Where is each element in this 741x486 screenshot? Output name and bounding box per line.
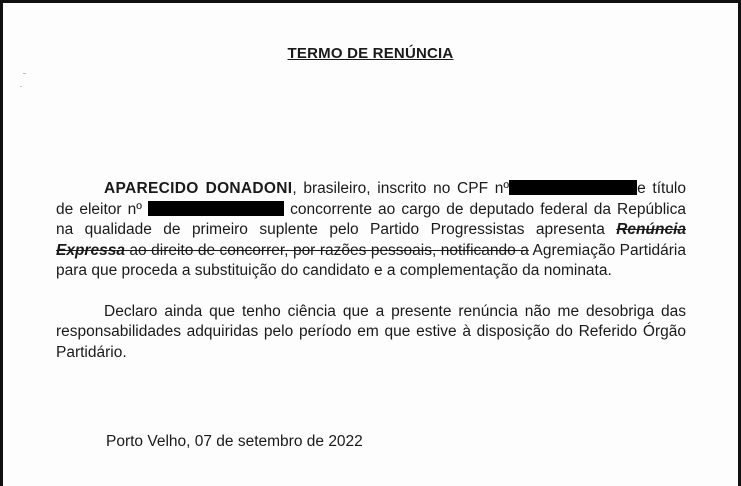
struck-text: ao direito de concorrer, por razões pessoais, notificando a bbox=[124, 241, 529, 259]
redacted-cpf bbox=[509, 180, 637, 195]
scan-speck bbox=[23, 73, 26, 74]
scan-speck bbox=[20, 86, 22, 87]
declarant-name: APARECIDO DONADONI bbox=[104, 180, 293, 197]
document-title: TERMO DE RENÚNCIA bbox=[287, 45, 454, 62]
paragraph-text: Agremiação Partidária para que proceda a substituição do candidato e a complementação da nominata. bbox=[56, 241, 686, 279]
paragraph-text: , brasileiro, inscrito no CPF nº bbox=[292, 180, 510, 197]
document-body bbox=[56, 179, 686, 363]
redacted-voter-id bbox=[148, 201, 284, 216]
paragraph-acknowledgement: Declaro ainda que tenho ciência que a presente renúncia não me desobriga das responsabilidades adquiridas pelo período em que estive à disposição do Referido Órgão Partidário. bbox=[56, 302, 686, 361]
paragraph-declaration bbox=[56, 179, 686, 282]
place-date: Porto Velho, 07 de setembro de 2022 bbox=[106, 433, 363, 450]
renuncia-expressa-text: Renúncia Expressa bbox=[56, 221, 686, 259]
paragraph-text: e título de eleitor nº bbox=[56, 180, 687, 218]
paragraph-text: concorrente ao cargo de deputado federal da República na qualidade de primeiro suplente pelo Partido Progressistas apresenta bbox=[56, 200, 686, 238]
